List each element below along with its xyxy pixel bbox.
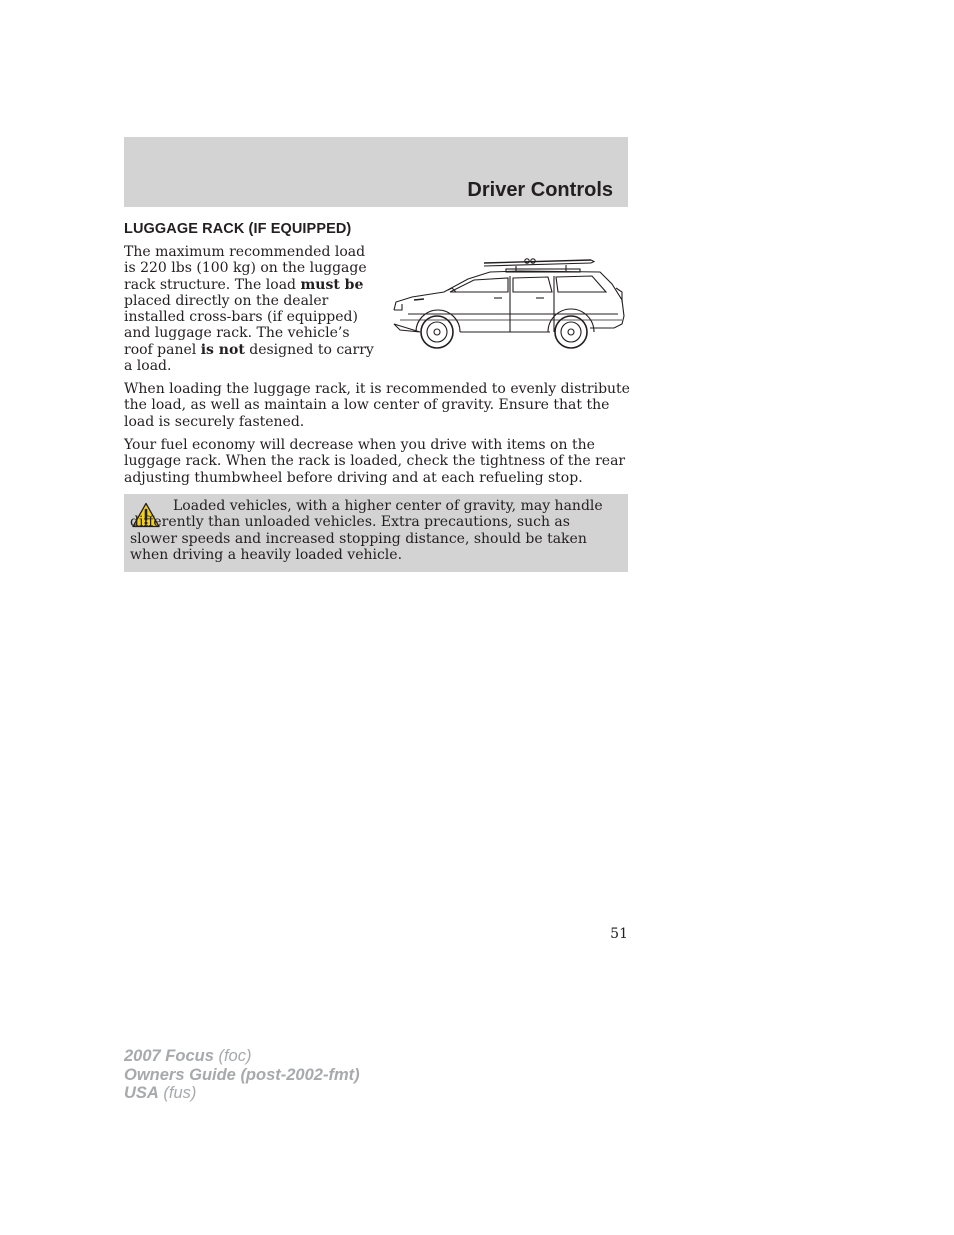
loading-paragraph: When loading the luggage rack, it is recommended to evenly distribute the load, as well as maintain a low center of gravity. Ensure that the load is securely fastened. [124,381,630,430]
footer-line-3 [124,1084,360,1103]
footer-market: USA [124,1084,159,1102]
intro-text-d: designed to carry a load. [124,341,374,375]
fuel-economy-paragraph: Your fuel economy will decrease when you drive with items on the luggage rack. When the rack is loaded, check the tightness of the rear adjusting thumbwheel before driving and at each refueling stop. [124,437,626,486]
intro-bold-is-not: is not [200,341,245,358]
page-title: Driver Controls [467,179,613,201]
header-band [124,137,628,207]
footer-guide: Owners Guide (post-2002-fmt) [124,1065,360,1084]
car-with-luggage-rack-illustration [390,252,626,352]
footer-line-1 [124,1047,360,1066]
footer [124,1047,360,1103]
intro-bold-must-be: must be [300,276,364,293]
footer-model: 2007 Focus [124,1047,214,1065]
intro-paragraph [124,244,380,374]
intro-text-c: placed directly on the dealer installed cross-bars (if equipped) and luggage rack. The vehicle’s roof panel [124,292,358,358]
footer-market-code: (fus) [158,1084,197,1102]
section-heading: LUGGAGE RACK (IF EQUIPPED) [124,221,352,237]
page-number: 51 [610,926,628,942]
warning-box [124,494,628,572]
footer-model-code: (foc) [213,1047,252,1065]
warning-text: Loaded vehicles, with a higher center of gravity, may handle differently than unloaded vehicles. Extra precautions, such as slower speeds and increased stopping distance, should be taken when driving a heavily loaded vehicle. [130,498,603,563]
footer-line-2 [124,1066,360,1085]
intro-text-a: The maximum recommended load is 220 lbs (100 kg) on the luggage rack structure. The load [124,244,367,293]
